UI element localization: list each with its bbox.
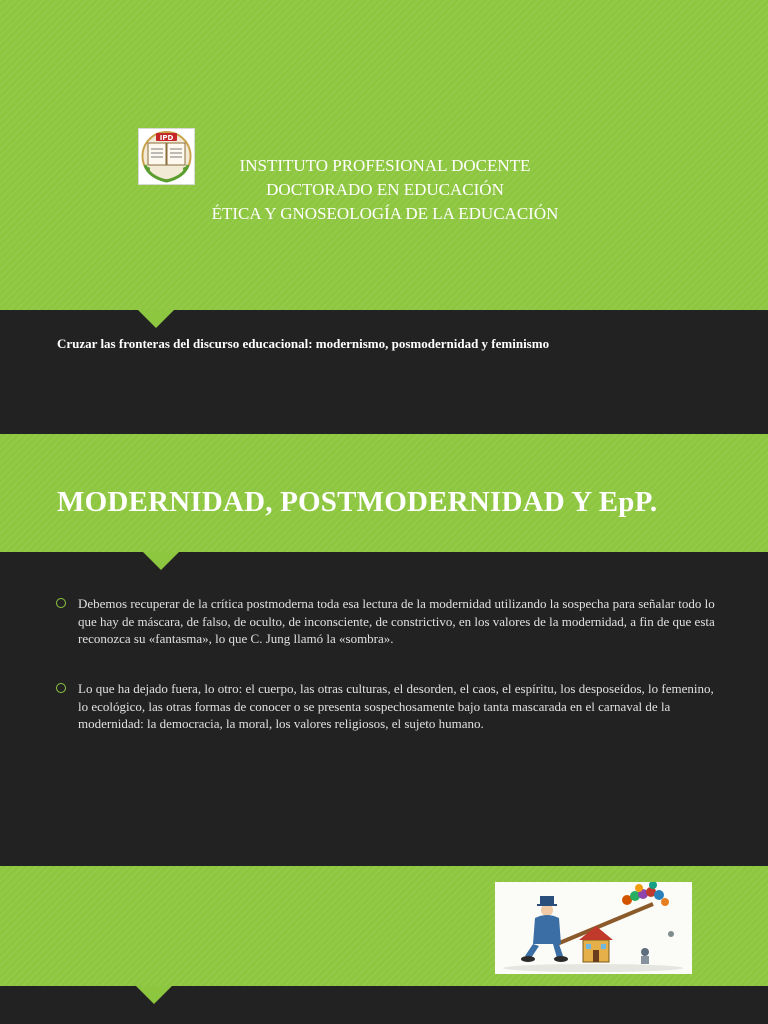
bullet-item [56, 595, 716, 648]
logo-text: IPD [159, 134, 174, 142]
title-line-doctorate: DOCTORADO EN EDUCACIÓN [266, 180, 504, 199]
presentation-subtitle: Cruzar las fronteras del discurso educacional: modernismo, posmodernidad y feminismo [57, 336, 550, 351]
slide4-band [0, 986, 768, 1024]
slide3-notch [136, 986, 172, 1004]
seesaw-cartoon-image [495, 882, 692, 974]
slide2-notch [143, 552, 179, 570]
seesaw-cartoon-graphic [495, 882, 692, 974]
institution-title [180, 154, 590, 226]
slide1-subtitle-band [0, 310, 768, 434]
slide2-heading: MODERNIDAD, POSTMODERNIDAD Y EpP. [57, 486, 658, 518]
bullet-item [56, 680, 716, 733]
slide1-notch [138, 310, 174, 328]
bullet-text: Debemos recuperar de la crítica postmoderna toda esa lectura de la modernidad utilizando la sospecha para señalar todo lo que hay de máscara, de falso, de oculto, de inconsciente, de constrictivo, en los valores de la modernidad, a fin de que esta reconozca su «fantasma», lo que C. Jung llamó la «sombra». [78, 596, 715, 646]
title-line-institute: INSTITUTO PROFESIONAL DOCENTE [239, 156, 531, 175]
circle-bullet-icon [56, 683, 66, 693]
bullet-text: Lo que ha dejado fuera, lo otro: el cuerpo, las otras culturas, el desorden, el caos, el espíritu, los desposeídos, lo femenino, lo ecológico, las otras formas de conocer o se presenta sospechosamente bajo tanta mascarada en el carnaval de la modernidad: la democracia, la moral, los valores religiosos, el sujeto humano. [78, 681, 714, 731]
title-line-course: ÉTICA Y GNOSEOLOGÍA DE LA EDUCACIÓN [211, 204, 559, 223]
circle-bullet-icon [56, 598, 66, 608]
